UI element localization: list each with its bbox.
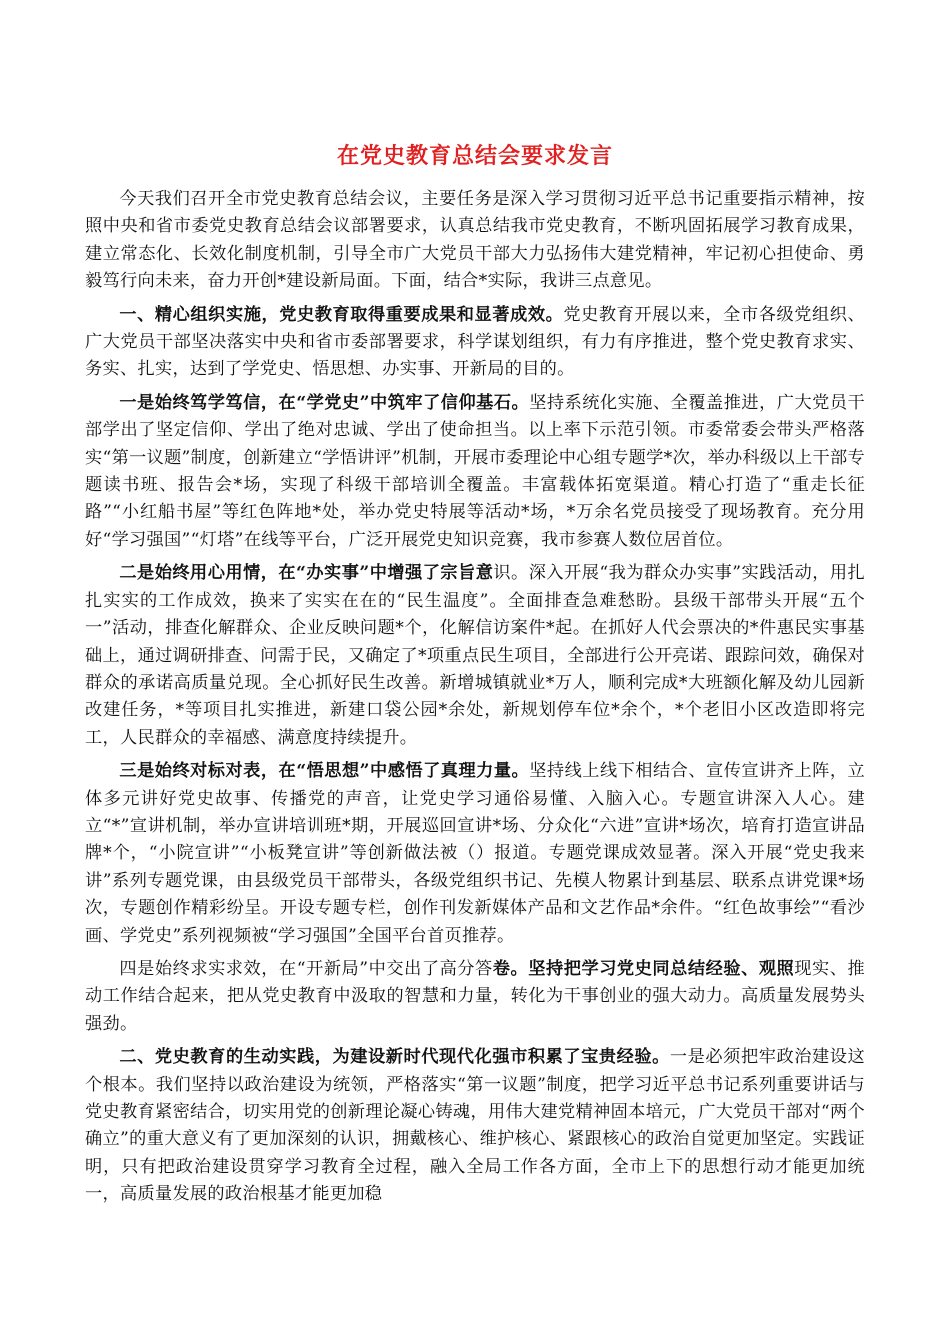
paragraph-heading: 一是始终笃学笃信，在“学党史”中筑牢了信仰基石。 [119,392,530,413]
document-page [85,140,865,1215]
paragraph-heading: 一、精心组织实施，党史教育取得重要成果和显著成效。 [119,304,564,325]
paragraph-section-two [85,1044,865,1208]
paragraph-point-two [85,560,865,752]
paragraph-point-three [85,758,865,950]
paragraph-heading: 二、党史教育的生动实践，为建设新时代现代化强市积累了宝贵经验。 [119,1047,670,1068]
paragraph-text: 识。深入开展“我为群众办实事”实践活动，用扎扎实实的工作成效，换来了实实在在的“民生温度”。全面排查急难愁盼。县级干部带头开展“五个一”活动，排查化解群众、企业反映问题*个，化解信访案件*起。在抓好人代会票决的*件惠民实事基础上，通过调研排查、问需于民，又确定了*项重点民生项目，全部进行公开亮诺、跟踪问效，确保对群众的承诺高质量兑现。全心抓好民生改善。新增城镇就业*万人，顺利完成*大班额化解及幼儿园新改建任务，*等项目扎实推进，新建口袋公园*余处，新规划停车位*余个，*个老旧小区改造即将完工，人民群众的幸福感、满意度持续提升。 [85,563,866,748]
paragraph-text: 今天我们召开全市党史教育总结会议，主要任务是深入学习贯彻习近平总书记重要指示精神，按照中央和省市委党史教育总结会议部署要求，认真总结我市党史教育，不断巩固拓展学习教育成果，建立常态化、长效化制度机制，引导全市广大党员干部大力弘扬伟大建党精神，牢记初心担使命、勇毅笃行向未来，奋力开创*建设新局面。下面，结合*实际，我讲三点意见。 [85,189,865,292]
paragraph-text: 坚持线上线下相结合、宣传宣讲齐上阵，立体多元讲好党史故事、传播党的声音，让党史学习通俗易懂、入脑入心。专题宣讲深入人心。建立“*”宣讲机制，举办宣讲培训班*期，开展巡回宣讲*场、分众化“六进”宣讲*场次，培育打造宣讲品牌*个，“小院宣讲”“小板凳宣讲”等创新做法被（）报道。专题党课成效显著。深入开展“党史我来讲”系列专题党课，由县级党员干部带头，各级党组织书记、先模人物累计到基层、联系点讲党课*场次，专题创作精彩纷呈。开设专题专栏，创作刊发新媒体产品和文艺作品*余件。“红色故事绘”“看沙画、学党史”系列视频被“学习强国”全国平台首页推荐。 [85,761,865,946]
paragraph-text-before: 四是始终求实求效，在“开新局”中交出了高分答 [119,958,493,979]
paragraph-intro [85,186,865,296]
paragraph-section-one [85,302,865,384]
paragraph-bold-mid: 卷。坚持把学习党史同总结经验、观照 [492,958,795,979]
paragraph-text: 党史教育开展以来，全市各级党组织、广大党员干部坚决落实中央和省市委部署要求，科学谋划组织，有力有序推进，整个党史教育求实、务实、扎实，达到了学党史、悟思想、办实事、开新局的目的。 [85,304,865,380]
paragraph-heading: 三是始终对标对表，在“悟思想”中感悟了真理力量。 [119,761,530,782]
paragraph-point-one [85,390,865,554]
paragraph-heading: 二是始终用心用情，在“办实事”中增强了宗旨意 [119,563,494,584]
paragraph-point-four [85,956,865,1038]
paragraph-text: 一是必须把牢政治建设这个根本。我们坚持以政治建设为统领，严格落实“第一议题”制度，把学习近平总书记系列重要讲话与党史教育紧密结合，切实用党的创新理论凝心铸魂，用伟大建党精神固本培元，广大党员干部对“两个确立”的重大意义有了更加深刻的认识，拥戴核心、维护核心、紧跟核心的政治自觉更加坚定。实践证明，只有把政治建设贯穿学习教育全过程，融入全局工作各方面，全市上下的思想行动才能更加统一，高质量发展的政治根基才能更加稳 [85,1047,865,1205]
paragraph-text: 坚持系统化实施、全覆盖推进，广大党员干部学出了坚定信仰、学出了绝对忠诚、学出了使命担当。以上率下示范引领。市委常委会带头严格落实“第一议题”制度，创新建立“学悟讲评”机制，开展市委理论中心组专题学*次，举办科级以上干部专题读书班、报告会*场，实现了科级干部培训全覆盖。丰富载体拓宽渠道。精心打造了“重走长征路”“小红船书屋”等红色阵地*处，举办党史特展等活动*场，*万余名党员接受了现场教育。充分用好“学习强国”“灯塔”在线等平台，广泛开展党史知识竞赛，我市参赛人数位居首位。 [85,392,865,550]
document-title: 在党史教育总结会要求发言 [336,143,613,169]
paragraph-text: 现实、推动工作结合起来，把从党史教育中汲取的智慧和力量，转化为干事创业的强大动力。高质量发展势头强劲。 [85,958,865,1034]
